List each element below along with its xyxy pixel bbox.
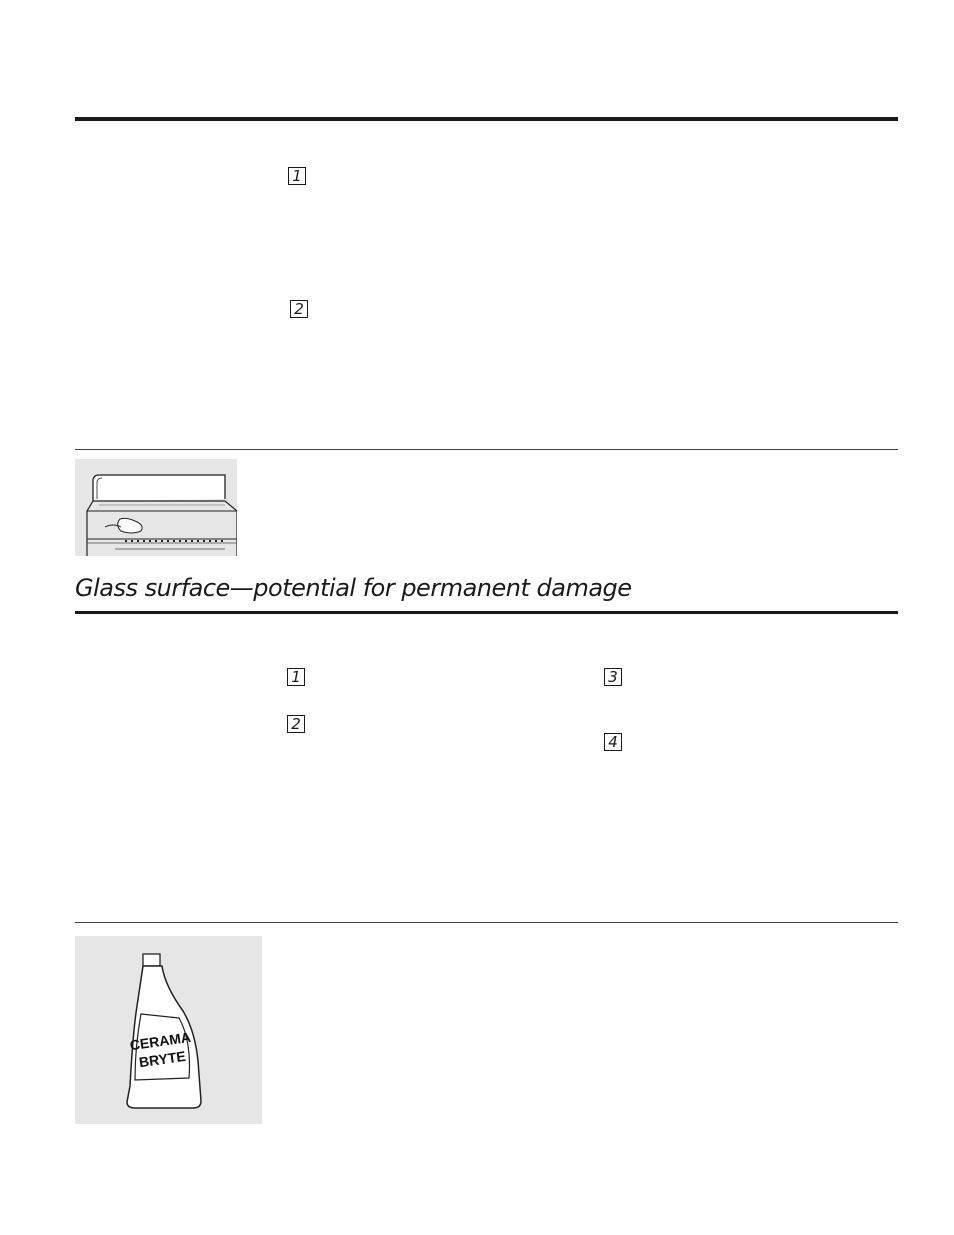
bottle-label-line2: BRYTE bbox=[137, 1047, 187, 1071]
bottle-label-line1: CERAMA bbox=[128, 1028, 192, 1054]
divider-rule bbox=[75, 449, 898, 450]
step-number-2: 2 bbox=[287, 715, 305, 733]
cooktop-illustration bbox=[75, 459, 237, 556]
step-number-2: 2 bbox=[290, 300, 308, 318]
bottle-drawing bbox=[75, 936, 262, 1124]
divider-rule bbox=[75, 922, 898, 923]
top-rule bbox=[75, 117, 898, 121]
range-wiping-drawing bbox=[75, 459, 237, 556]
cleaner-bottle-illustration bbox=[75, 936, 262, 1124]
heading-rule bbox=[75, 611, 898, 614]
step-number-1: 1 bbox=[287, 668, 305, 686]
section-heading: Glass surface—potential for permanent damage bbox=[75, 574, 632, 602]
step-number-3: 3 bbox=[604, 668, 622, 686]
step-number-1: 1 bbox=[288, 167, 306, 185]
step-number-4: 4 bbox=[604, 733, 622, 751]
